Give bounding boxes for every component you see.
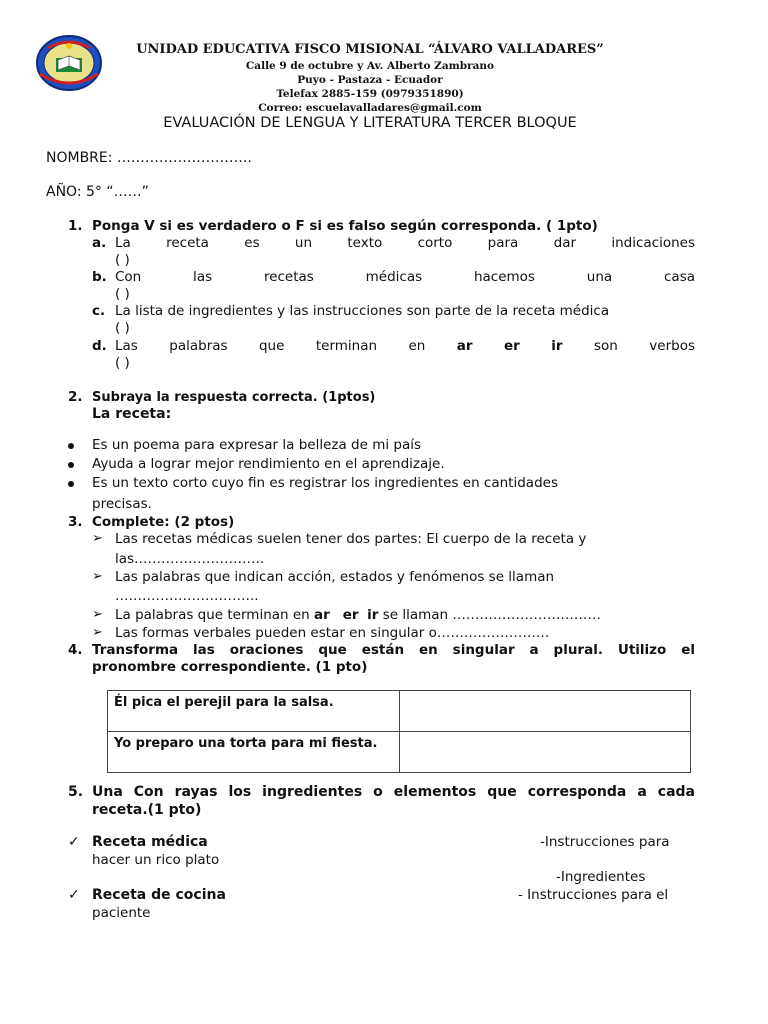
q5-right-1-cont: hacer un rico plato <box>92 852 220 868</box>
q5-prompt-line2: receta.(1 pto) <box>92 802 202 818</box>
exam-title: EVALUACIÓN DE LENGUA Y LITERATURA TERCER BLOQUE <box>163 115 577 131</box>
arrow-bullet-icon: ➢ <box>92 569 103 584</box>
q2-prompt: Subraya la respuesta correcta. (1ptos) <box>92 390 376 405</box>
table-row <box>108 691 691 732</box>
q1-blank-b: ( ) <box>115 286 130 302</box>
q5-number: 5. <box>68 784 84 800</box>
q2-option-3-cont: precisas. <box>92 496 152 512</box>
year-field: AÑO: 5° “……” <box>46 184 149 200</box>
q4-prompt-line1: Transforma las oraciones que están en singular a plural. Utilizo el <box>92 642 695 658</box>
q1-letter-c: c. <box>92 303 106 319</box>
q3-item-2-cont: ………………………….. <box>115 588 259 604</box>
q5-right-3-cont: paciente <box>92 905 151 921</box>
q2-option-2: Ayuda a lograr mejor rendimiento en el aprendizaje. <box>92 456 445 472</box>
q5-left-1: Receta médica <box>92 834 208 850</box>
q1-item-b: Con las recetas médicas hacemos una casa <box>115 269 695 285</box>
bullet-icon <box>68 481 74 487</box>
q1-prompt: Ponga V si es verdadero o F si es falso según corresponda. ( 1pto) <box>92 218 598 234</box>
arrow-bullet-icon: ➢ <box>92 531 103 546</box>
table-cell-sentence: Él pica el perejil para la salsa. <box>108 691 400 732</box>
table-cell-answer[interactable] <box>400 732 691 773</box>
q1-letter-d: d. <box>92 338 107 354</box>
check-icon: ✓ <box>68 887 80 903</box>
q2-option-3: Es un texto corto cuyo fin es registrar los ingredientes en cantidades <box>92 475 558 491</box>
q2-number: 2. <box>68 389 83 405</box>
check-icon: ✓ <box>68 834 80 850</box>
q2-option-1: Es un poema para expresar la belleza de mi país <box>92 437 422 453</box>
q1-item-c: La lista de ingredientes y las instrucciones son parte de la receta médica <box>115 303 610 319</box>
q2-subtitle: La receta: <box>92 406 172 422</box>
q5-right-2: -Ingredientes <box>556 869 646 885</box>
q1-number: 1. <box>68 218 83 234</box>
transform-table <box>107 690 691 773</box>
school-email: Correo: escuelavalladares@gmail.com <box>258 102 482 114</box>
table-cell-answer[interactable] <box>400 691 691 732</box>
table-row <box>108 732 691 773</box>
arrow-bullet-icon: ➢ <box>92 625 103 640</box>
q1-blank-a: ( ) <box>115 252 130 268</box>
school-address: Calle 9 de octubre y Av. Alberto Zambrano <box>245 60 495 72</box>
q3-item-3: La palabras que terminan en ar er ir se llaman …………………………… <box>115 607 601 623</box>
q3-item-4: Las formas verbales pueden estar en singular o……………………. <box>115 625 550 641</box>
q3-item-1: Las recetas médicas suelen tener dos partes: El cuerpo de la receta y <box>115 531 587 547</box>
q1-blank-c: ( ) <box>115 320 130 336</box>
school-city: Puyo - Pastaza - Ecuador <box>297 74 443 86</box>
school-name: UNIDAD EDUCATIVA FISCO MISIONAL “ÁLVARO VALLADARES” <box>136 42 604 57</box>
q1-blank-d: ( ) <box>115 355 130 371</box>
q3-item-1-cont: las……………………….. <box>115 551 265 567</box>
school-phone: Telefax 2885-159 (0979351890) <box>276 88 464 100</box>
q4-number: 4. <box>68 642 83 658</box>
q3-number: 3. <box>68 514 83 530</box>
bullet-icon <box>68 462 74 468</box>
bullet-icon <box>68 443 74 449</box>
name-field: NOMBRE: ……………………….. <box>46 150 252 166</box>
q1-letter-b: b. <box>92 269 107 285</box>
q3-item-2: Las palabras que indican acción, estados y fenómenos se llaman <box>115 569 555 585</box>
q1-letter-a: a. <box>92 235 107 251</box>
q3-prompt: Complete: (2 ptos) <box>92 514 235 530</box>
q1-item-d: Las palabras que terminan en ar er ir son verbos <box>115 338 695 354</box>
arrow-bullet-icon: ➢ <box>92 607 103 622</box>
q5-prompt-line1: Una Con rayas los ingredientes o elementos que corresponda a cada <box>92 784 695 800</box>
q4-prompt-line2: pronombre correspondiente. (1 pto) <box>92 659 368 675</box>
q1-item-a: La receta es un texto corto para dar indicaciones <box>115 235 695 251</box>
q5-right-3: - Instrucciones para el <box>518 887 669 903</box>
q5-left-2: Receta de cocina <box>92 887 226 903</box>
table-cell-sentence: Yo preparo una torta para mi fiesta. <box>108 732 400 773</box>
q5-right-1: -Instrucciones para <box>540 834 670 850</box>
